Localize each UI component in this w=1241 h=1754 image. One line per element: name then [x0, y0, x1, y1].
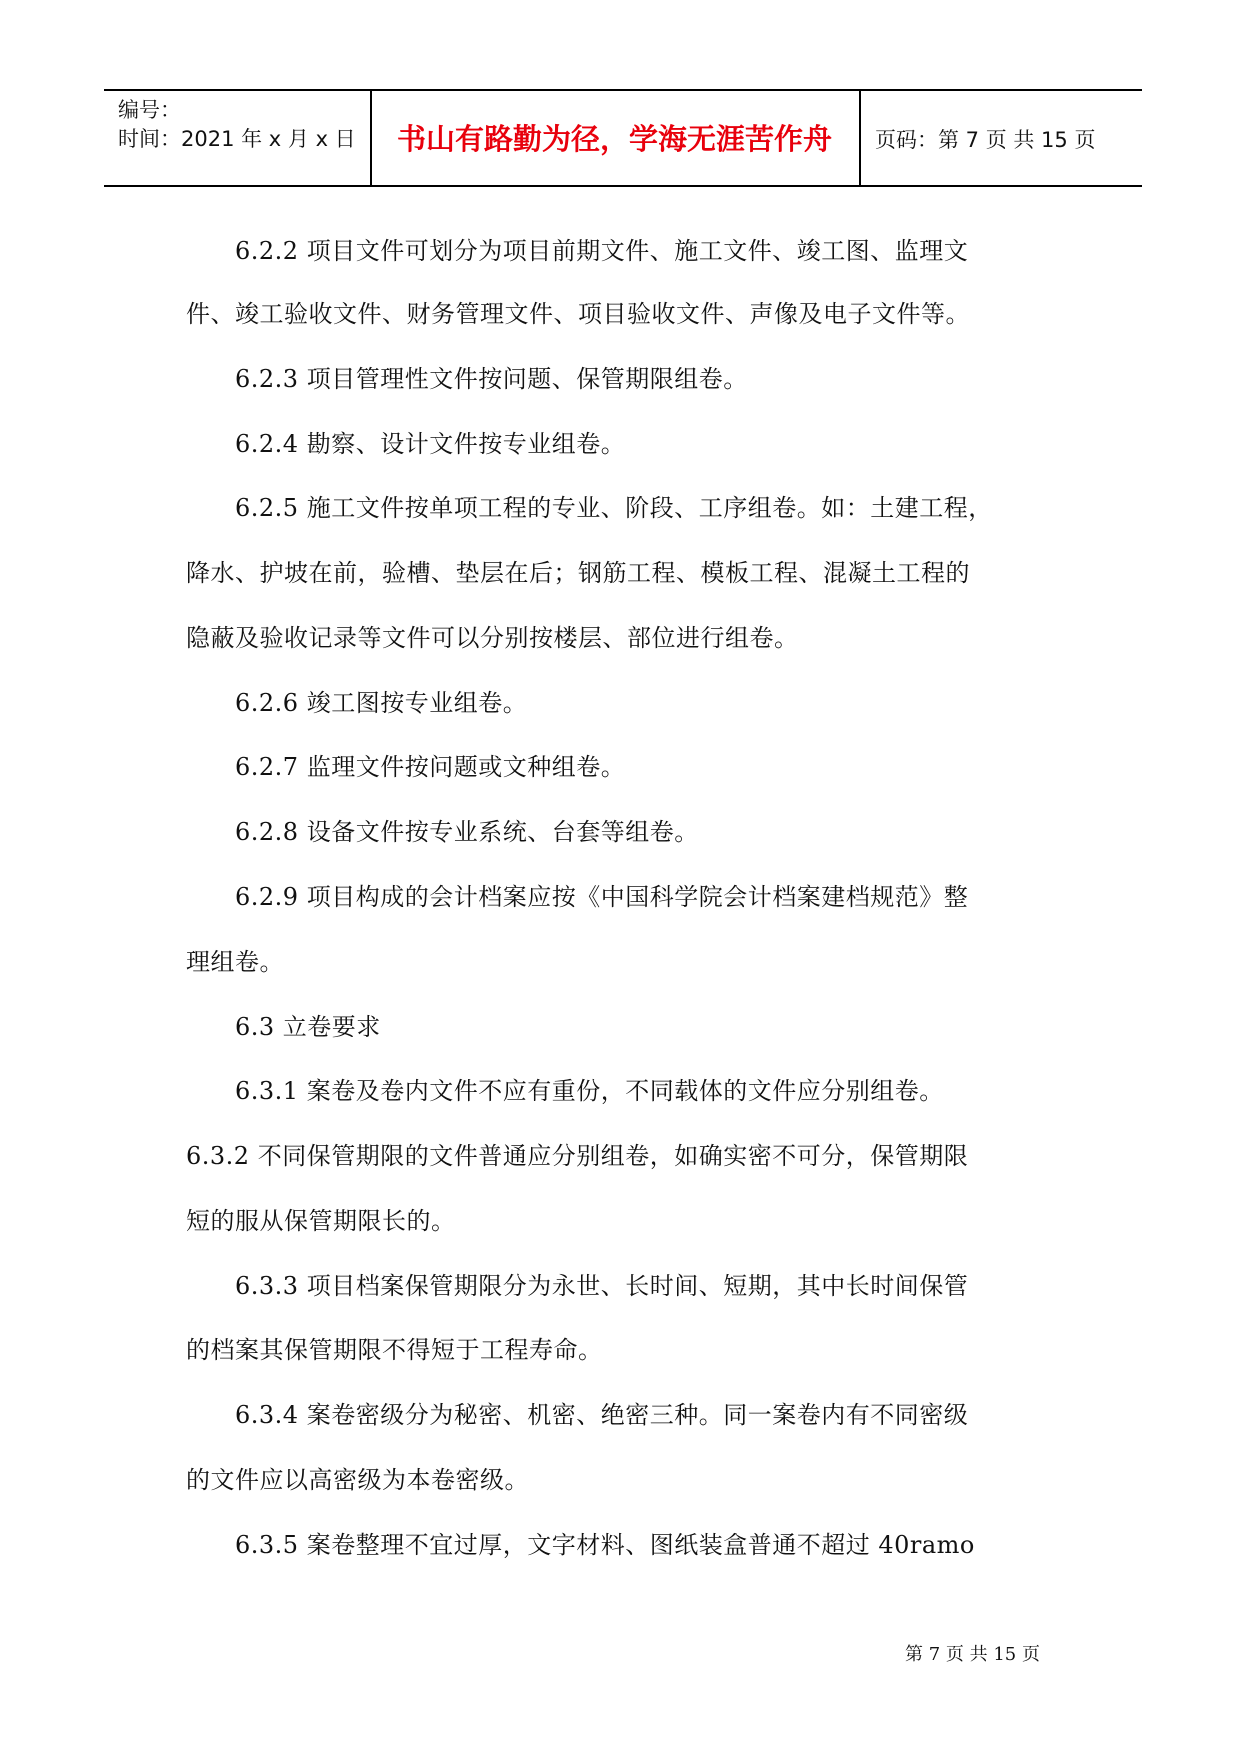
body-line: 6.2.8 设备文件按专业系统、台套等组卷。: [235, 818, 699, 846]
body-line: 6.2.4 勘察、设计文件按专业组卷。: [235, 430, 626, 458]
body-line: 理组卷。: [186, 948, 284, 976]
body-line: 6.3.3 项目档案保管期限分为永世、长时间、短期，其中长时间保管: [235, 1272, 969, 1300]
body-line: 6.3.4 案卷密级分为秘密、机密、绝密三种。同一案卷内有不同密级: [235, 1401, 969, 1429]
page-code-label: 页码：第 7 页 共 15 页: [875, 128, 1096, 152]
motto-text: 书山有路勤为径，学海无涯苦作舟: [396, 122, 832, 156]
body-line: 6.2.7 监理文件按问题或文种组卷。: [235, 753, 626, 781]
body-line: 6.2.9 项目构成的会计档案应按《中国科学院会计档案建档规范》整: [235, 883, 969, 911]
body-line: 6.3.2 不同保管期限的文件普通应分别组卷，如确实密不可分，保管期限: [186, 1142, 969, 1170]
body-line: 6.2.5 施工文件按单项工程的专业、阶段、工序组卷。如：土建工程，: [235, 494, 993, 522]
body-line: 6.3.1 案卷及卷内文件不应有重份，不同载体的文件应分别组卷。: [235, 1077, 944, 1105]
body-line: 的文件应以高密级为本卷密级。: [186, 1466, 529, 1494]
section-heading: 6.3 立卷要求: [235, 1013, 381, 1041]
serial-number-label: 编号：: [118, 98, 181, 122]
body-line: 6.2.3 项目管理性文件按问题、保管期限组卷。: [235, 365, 748, 393]
time-label: 时间：2021 年 x 月 x 日: [118, 127, 356, 151]
body-line: 6.3.5 案卷整理不宜过厚，文字材料、图纸装盒普通不超过 40ramo: [235, 1531, 975, 1559]
body-line: 6.2.6 竣工图按专业组卷。: [235, 689, 528, 717]
body-line: 6.2.2 项目文件可划分为项目前期文件、施工文件、竣工图、监理文: [235, 237, 969, 265]
body-line: 的档案其保管期限不得短于工程寿命。: [186, 1336, 603, 1364]
page-footer: 第 7 页 共 15 页: [905, 1644, 1040, 1665]
body-line: 隐蔽及验收记录等文件可以分别按楼层、部位进行组卷。: [186, 624, 799, 652]
body-line: 件、竣工验收文件、财务管理文件、项目验收文件、声像及电子文件等。: [186, 300, 970, 328]
body-line: 短的服从保管期限长的。: [186, 1207, 456, 1235]
body-line: 降水、护坡在前，验槽、垫层在后；钢筋工程、模板工程、混凝土工程的: [186, 559, 970, 587]
